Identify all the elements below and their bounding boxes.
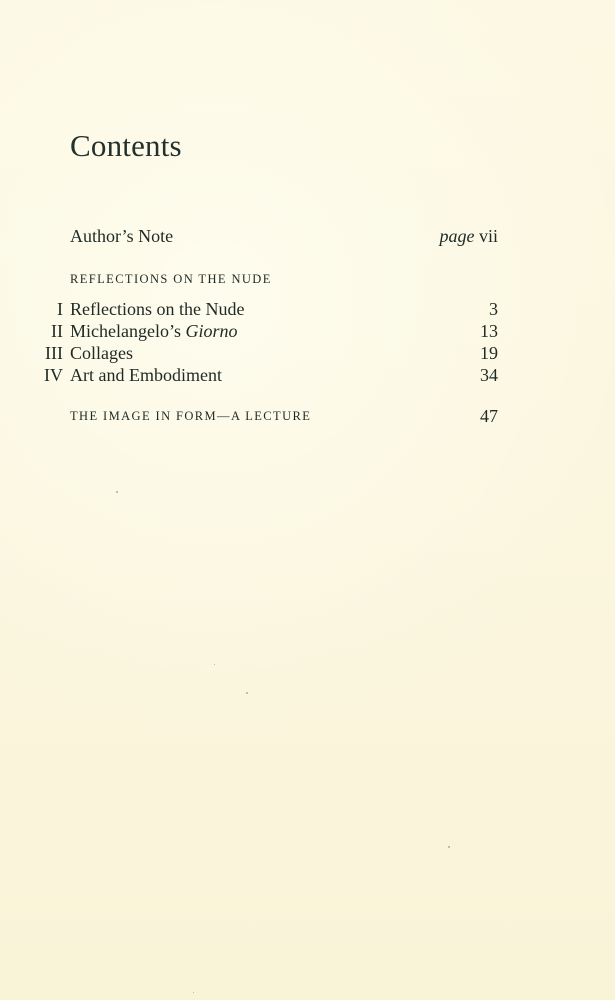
- section-page-number: 47: [480, 406, 498, 426]
- chapter-title-prefix: Michelangelo’s: [70, 321, 186, 341]
- chapter-numeral: II: [51, 321, 63, 341]
- chapter-title: [70, 320, 238, 342]
- authors-note-page-number: vii: [478, 226, 498, 246]
- toc-entry-row: [0, 320, 615, 342]
- toc-entry-row: [0, 342, 615, 364]
- authors-note-page-ref: [439, 225, 498, 247]
- page-prefix: page: [439, 226, 475, 246]
- chapter-numeral: III: [45, 343, 63, 363]
- section-heading-reflections: REFLECTIONS ON THE NUDE: [70, 272, 272, 286]
- chapter-page-number: 19: [480, 343, 498, 363]
- section-heading-image-in-form: THE IMAGE IN FORM—A LECTURE: [70, 409, 312, 423]
- chapter-title: Art and Embodiment: [70, 365, 222, 385]
- authors-note-title: Author’s Note: [70, 226, 174, 246]
- toc-section-heading-row: [0, 405, 615, 427]
- paper-speck: [448, 846, 450, 848]
- chapter-page-number: 34: [480, 365, 498, 385]
- paper-speck: [246, 692, 248, 694]
- toc-row-authors-note: [0, 225, 615, 247]
- chapter-title-italic: Giorno: [185, 321, 238, 341]
- page-title: Contents: [70, 128, 182, 163]
- chapter-title: Collages: [70, 343, 133, 363]
- chapter-numeral: IV: [44, 365, 63, 385]
- toc-section-heading-row: [0, 268, 615, 290]
- chapter-numeral: I: [57, 299, 63, 319]
- toc-entry-row: [0, 364, 615, 386]
- chapter-title: Reflections on the Nude: [70, 299, 245, 319]
- toc-entry-row: [0, 298, 615, 320]
- paper-speck: [116, 491, 118, 493]
- paper-speck: [193, 992, 194, 993]
- chapter-page-number: 3: [489, 299, 498, 319]
- paper-speck: [214, 664, 215, 665]
- chapter-page-number: 13: [480, 321, 498, 341]
